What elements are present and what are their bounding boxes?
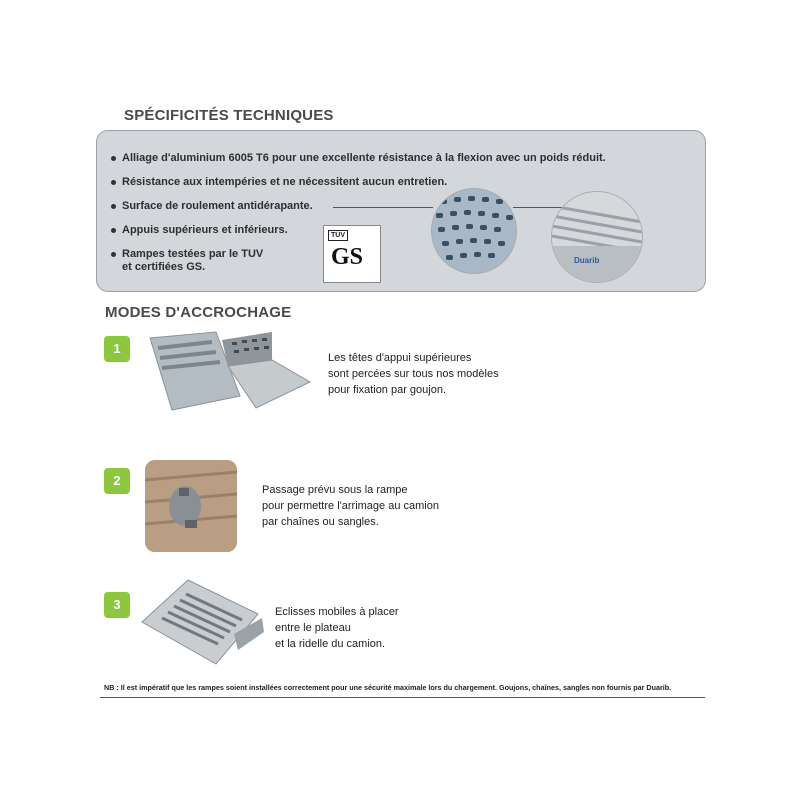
desc-line: pour permettre l'arrimage au camion [262,500,439,512]
specs-box [96,130,706,292]
spec-text: Appuis supérieurs et inférieurs. [122,224,288,236]
spec-text: Résistance aux intempéries et ne nécessitent aucun entretien. [122,176,448,188]
desc-line: par chaînes ou sangles. [262,516,379,528]
desc-line: et la ridelle du camion. [275,638,386,650]
ramp-heads-photo [142,330,318,414]
modes-title: MODES D'ACCROCHAGE [105,304,292,321]
desc-line: pour fixation par goujon. [328,384,447,396]
desc-line: sont percées sur tous nos modèles [328,368,499,380]
mode-number-2: 2 [104,468,130,494]
mode-number-1: 1 [104,336,130,362]
spec-text: Surface de roulement antidérapante. [122,200,313,212]
bullet-dot-icon [111,156,116,161]
spec-bullet [111,152,606,165]
spec-bullet [111,248,263,274]
desc-line: entre le plateau [275,622,351,634]
bullet-dot-icon [111,252,116,257]
mode-3-description [275,604,399,652]
spec-text: Alliage d'aluminium 6005 T6 pour une excellente résistance à la flexion avec un poids réduit. [122,152,606,164]
desc-line: Passage prévu sous la rampe [262,484,408,496]
connector-line [333,207,433,208]
mode-number-3: 3 [104,592,130,618]
bullet-dot-icon [111,180,116,185]
gs-mark: GS [331,244,364,270]
bullet-dot-icon [111,228,116,233]
desc-line: Les têtes d'appui supérieures [328,352,472,364]
spec-bullet [111,176,447,189]
specs-title: SPÉCIFICITÉS TECHNIQUES [124,107,334,124]
spec-text: Rampes testées par le TUV [122,248,264,260]
desc-line: Eclisses mobiles à placer [275,606,399,618]
footnote: NB : Il est impératif que les rampes soient installées correctement pour une sécurité maximale lors du chargement. Goujons, chaînes, sangles non fournis par Duarib. [104,683,672,692]
spec-bullet [111,224,288,237]
brand-label: Duarib [574,256,600,265]
bullet-dot-icon [111,204,116,209]
perforated-surface-photo [431,188,517,274]
grooved-surface-photo [551,191,643,283]
mode-1-description [328,350,499,398]
under-ramp-passage-photo [145,460,237,552]
spec-text-line2: et certifiées GS. [122,261,206,273]
mode-2-description [262,482,439,530]
divider [100,697,705,698]
tuv-gs-logo [323,225,381,283]
spec-bullet [111,200,313,213]
mobile-splice-photo [138,578,266,670]
tuv-badge: TÜV [328,230,348,241]
